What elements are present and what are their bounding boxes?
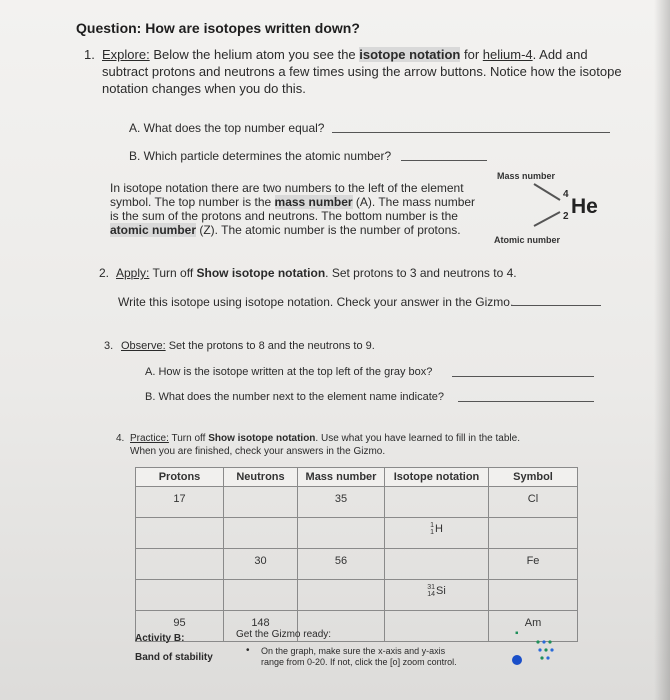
q1-b-answer-line[interactable] xyxy=(401,160,487,161)
para-line xyxy=(110,223,475,237)
isotope-notation-highlight: isotope notation xyxy=(359,47,461,62)
table-cell[interactable] xyxy=(489,611,578,642)
table-cell[interactable] xyxy=(136,580,224,611)
isotope-symbol: H xyxy=(434,523,443,535)
q1-line3: notation changes when you do this. xyxy=(102,81,306,96)
isotope-notation-cell xyxy=(430,522,443,536)
q4-text: Turn off xyxy=(168,433,209,444)
q3-b-answer-line[interactable] xyxy=(458,401,594,402)
q3-line1 xyxy=(121,340,375,352)
q3-text: Set the protons to 8 and the neutrons to 9. xyxy=(165,340,375,352)
table-cell[interactable] xyxy=(385,549,489,580)
q4-verb: Practice: xyxy=(130,433,169,444)
cell-value: 35 xyxy=(334,493,348,505)
gizmo-ready-heading: Get the Gizmo ready: xyxy=(236,629,332,640)
table-cell[interactable] xyxy=(385,518,489,549)
cell-value: Fe xyxy=(526,555,540,567)
q1-text: Below the helium atom you see the xyxy=(149,47,360,62)
isotope-atomic: 1 xyxy=(430,529,434,536)
table-cell[interactable] xyxy=(385,580,489,611)
q4-line2: When you are finished, check your answers in the Gizmo. xyxy=(130,446,386,457)
q1-line2: subtract protons and neutrons a few times using the arrow buttons. Notice how the isotope xyxy=(102,64,622,79)
page-shadow xyxy=(654,0,670,700)
table-cell[interactable] xyxy=(224,518,298,549)
table-cell[interactable] xyxy=(298,580,385,611)
q3-number: 3. xyxy=(104,340,114,352)
isotope-mass: 1 xyxy=(430,522,434,529)
q1-text: for xyxy=(460,47,483,62)
table-cell[interactable] xyxy=(224,580,298,611)
bullet-dot: • xyxy=(246,645,250,656)
table-row xyxy=(136,518,578,549)
header-mass-number: Mass number xyxy=(298,468,385,487)
header-symbol: Symbol xyxy=(489,468,578,487)
isotope-symbol: Si xyxy=(436,585,446,597)
question-title: Question: How are isotopes written down? xyxy=(76,20,360,36)
header-protons: Protons xyxy=(136,468,224,487)
activity-label: Activity B: xyxy=(135,633,185,644)
graph-dots-icon xyxy=(534,636,558,666)
table-cell[interactable] xyxy=(489,487,578,518)
q2-answer-line[interactable] xyxy=(511,305,601,306)
q4-text: . Use what you have learned to fill in the table. xyxy=(315,433,520,444)
mass-number-label: Mass number xyxy=(497,171,556,181)
diagram-arrows xyxy=(530,180,570,230)
table-row xyxy=(136,580,578,611)
table-cell[interactable] xyxy=(224,549,298,580)
q4-number: 4. xyxy=(116,433,125,444)
mass-arrow xyxy=(534,184,560,200)
atomic-arrow xyxy=(534,212,560,226)
instruction-line: range from 0-20. If not, click the [o] zoom control. xyxy=(261,657,457,667)
isotope-mass: 31 xyxy=(427,584,435,591)
q1-number: 1. xyxy=(84,47,95,62)
atomic-number-label: Atomic number xyxy=(494,235,561,245)
table-cell[interactable] xyxy=(489,518,578,549)
q3-a-prompt: A. How is the isotope written at the top left of the gray box? xyxy=(145,366,433,378)
table-cell[interactable] xyxy=(136,549,224,580)
q3-a-answer-line[interactable] xyxy=(452,376,594,377)
q2-number: 2. xyxy=(99,266,110,280)
cell-value: 17 xyxy=(173,493,186,505)
gizmo-instructions xyxy=(261,646,457,668)
show-isotope-notation-term: Show isotope notation xyxy=(208,433,316,444)
table-cell[interactable] xyxy=(298,518,385,549)
table-header-row xyxy=(136,468,578,487)
header-isotope-notation: Isotope notation xyxy=(385,468,489,487)
cell-value: Am xyxy=(524,617,542,629)
atomic-number-value: 2 xyxy=(563,211,569,222)
isotope-atomic: 14 xyxy=(427,591,435,598)
q1-text: . Add and xyxy=(532,47,588,62)
para-line: is the sum of the protons and neutrons. The bottom number is the xyxy=(110,209,458,223)
element-symbol: He xyxy=(571,195,598,218)
para-line xyxy=(110,195,475,209)
show-isotope-notation-term: Show isotope notation xyxy=(196,266,326,280)
table-cell[interactable] xyxy=(489,580,578,611)
q1-verb: Explore: xyxy=(102,47,150,62)
q3-verb: Observe: xyxy=(121,340,166,352)
table-row xyxy=(136,487,578,518)
table-cell[interactable] xyxy=(385,611,489,642)
isotope-notation-cell xyxy=(427,584,446,598)
q1-a-answer-line[interactable] xyxy=(332,132,610,133)
para-text: symbol. The top number is the xyxy=(110,195,275,209)
q1-a-prompt: A. What does the top number equal? xyxy=(129,121,325,135)
q1-line1 xyxy=(102,47,588,63)
q2-verb: Apply: xyxy=(116,266,150,280)
table-cell[interactable] xyxy=(136,518,224,549)
para-line: In isotope notation there are two numbers to the left of the element xyxy=(110,181,464,195)
q3-b-prompt: B. What does the number next to the element name indicate? xyxy=(145,391,445,403)
para-text: (A). The mass number xyxy=(352,195,476,209)
table-cell[interactable] xyxy=(298,549,385,580)
helium-4-link[interactable]: helium-4 xyxy=(482,47,533,62)
q2-line2: Write this isotope using isotope notation. Check your answer in the Gizmo. xyxy=(118,295,514,309)
table-row xyxy=(136,611,578,642)
activity-title: Band of stability xyxy=(135,652,213,663)
header-neutrons: Neutrons xyxy=(224,468,298,487)
q2-line1 xyxy=(116,266,517,280)
mass-number-value: 4 xyxy=(563,189,569,200)
isotope-numbers xyxy=(427,584,435,598)
mass-number-term: mass number xyxy=(274,195,353,209)
isotope-explanation xyxy=(110,181,475,237)
cell-value: Cl xyxy=(527,493,539,505)
atomic-number-term: atomic number xyxy=(110,223,197,237)
table-cell[interactable] xyxy=(224,487,298,518)
table-cell[interactable] xyxy=(136,487,224,518)
q2-text: . Set protons to 3 and neutrons to 4. xyxy=(325,266,517,280)
cell-value: 56 xyxy=(334,555,348,567)
table-cell[interactable] xyxy=(489,549,578,580)
cell-value: 148 xyxy=(251,617,270,629)
practice-table xyxy=(135,467,578,642)
instruction-line: On the graph, make sure the x-axis and y-axis xyxy=(261,646,446,656)
cell-value: 30 xyxy=(254,555,267,567)
graph-corner-dot: ▪ xyxy=(515,628,519,639)
q4-line1 xyxy=(130,433,520,444)
cell-value: 95 xyxy=(173,617,186,629)
q2-text: Turn off xyxy=(149,266,197,280)
q1-b-prompt: B. Which particle determines the atomic number? xyxy=(129,149,392,163)
table-row xyxy=(136,549,578,580)
isotope-numbers xyxy=(430,522,434,536)
para-text: (Z). The atomic number is the number of protons. xyxy=(196,223,461,237)
table-cell[interactable] xyxy=(385,487,489,518)
table-cell[interactable] xyxy=(298,487,385,518)
gizmo-graph-dot-icon xyxy=(512,655,522,665)
